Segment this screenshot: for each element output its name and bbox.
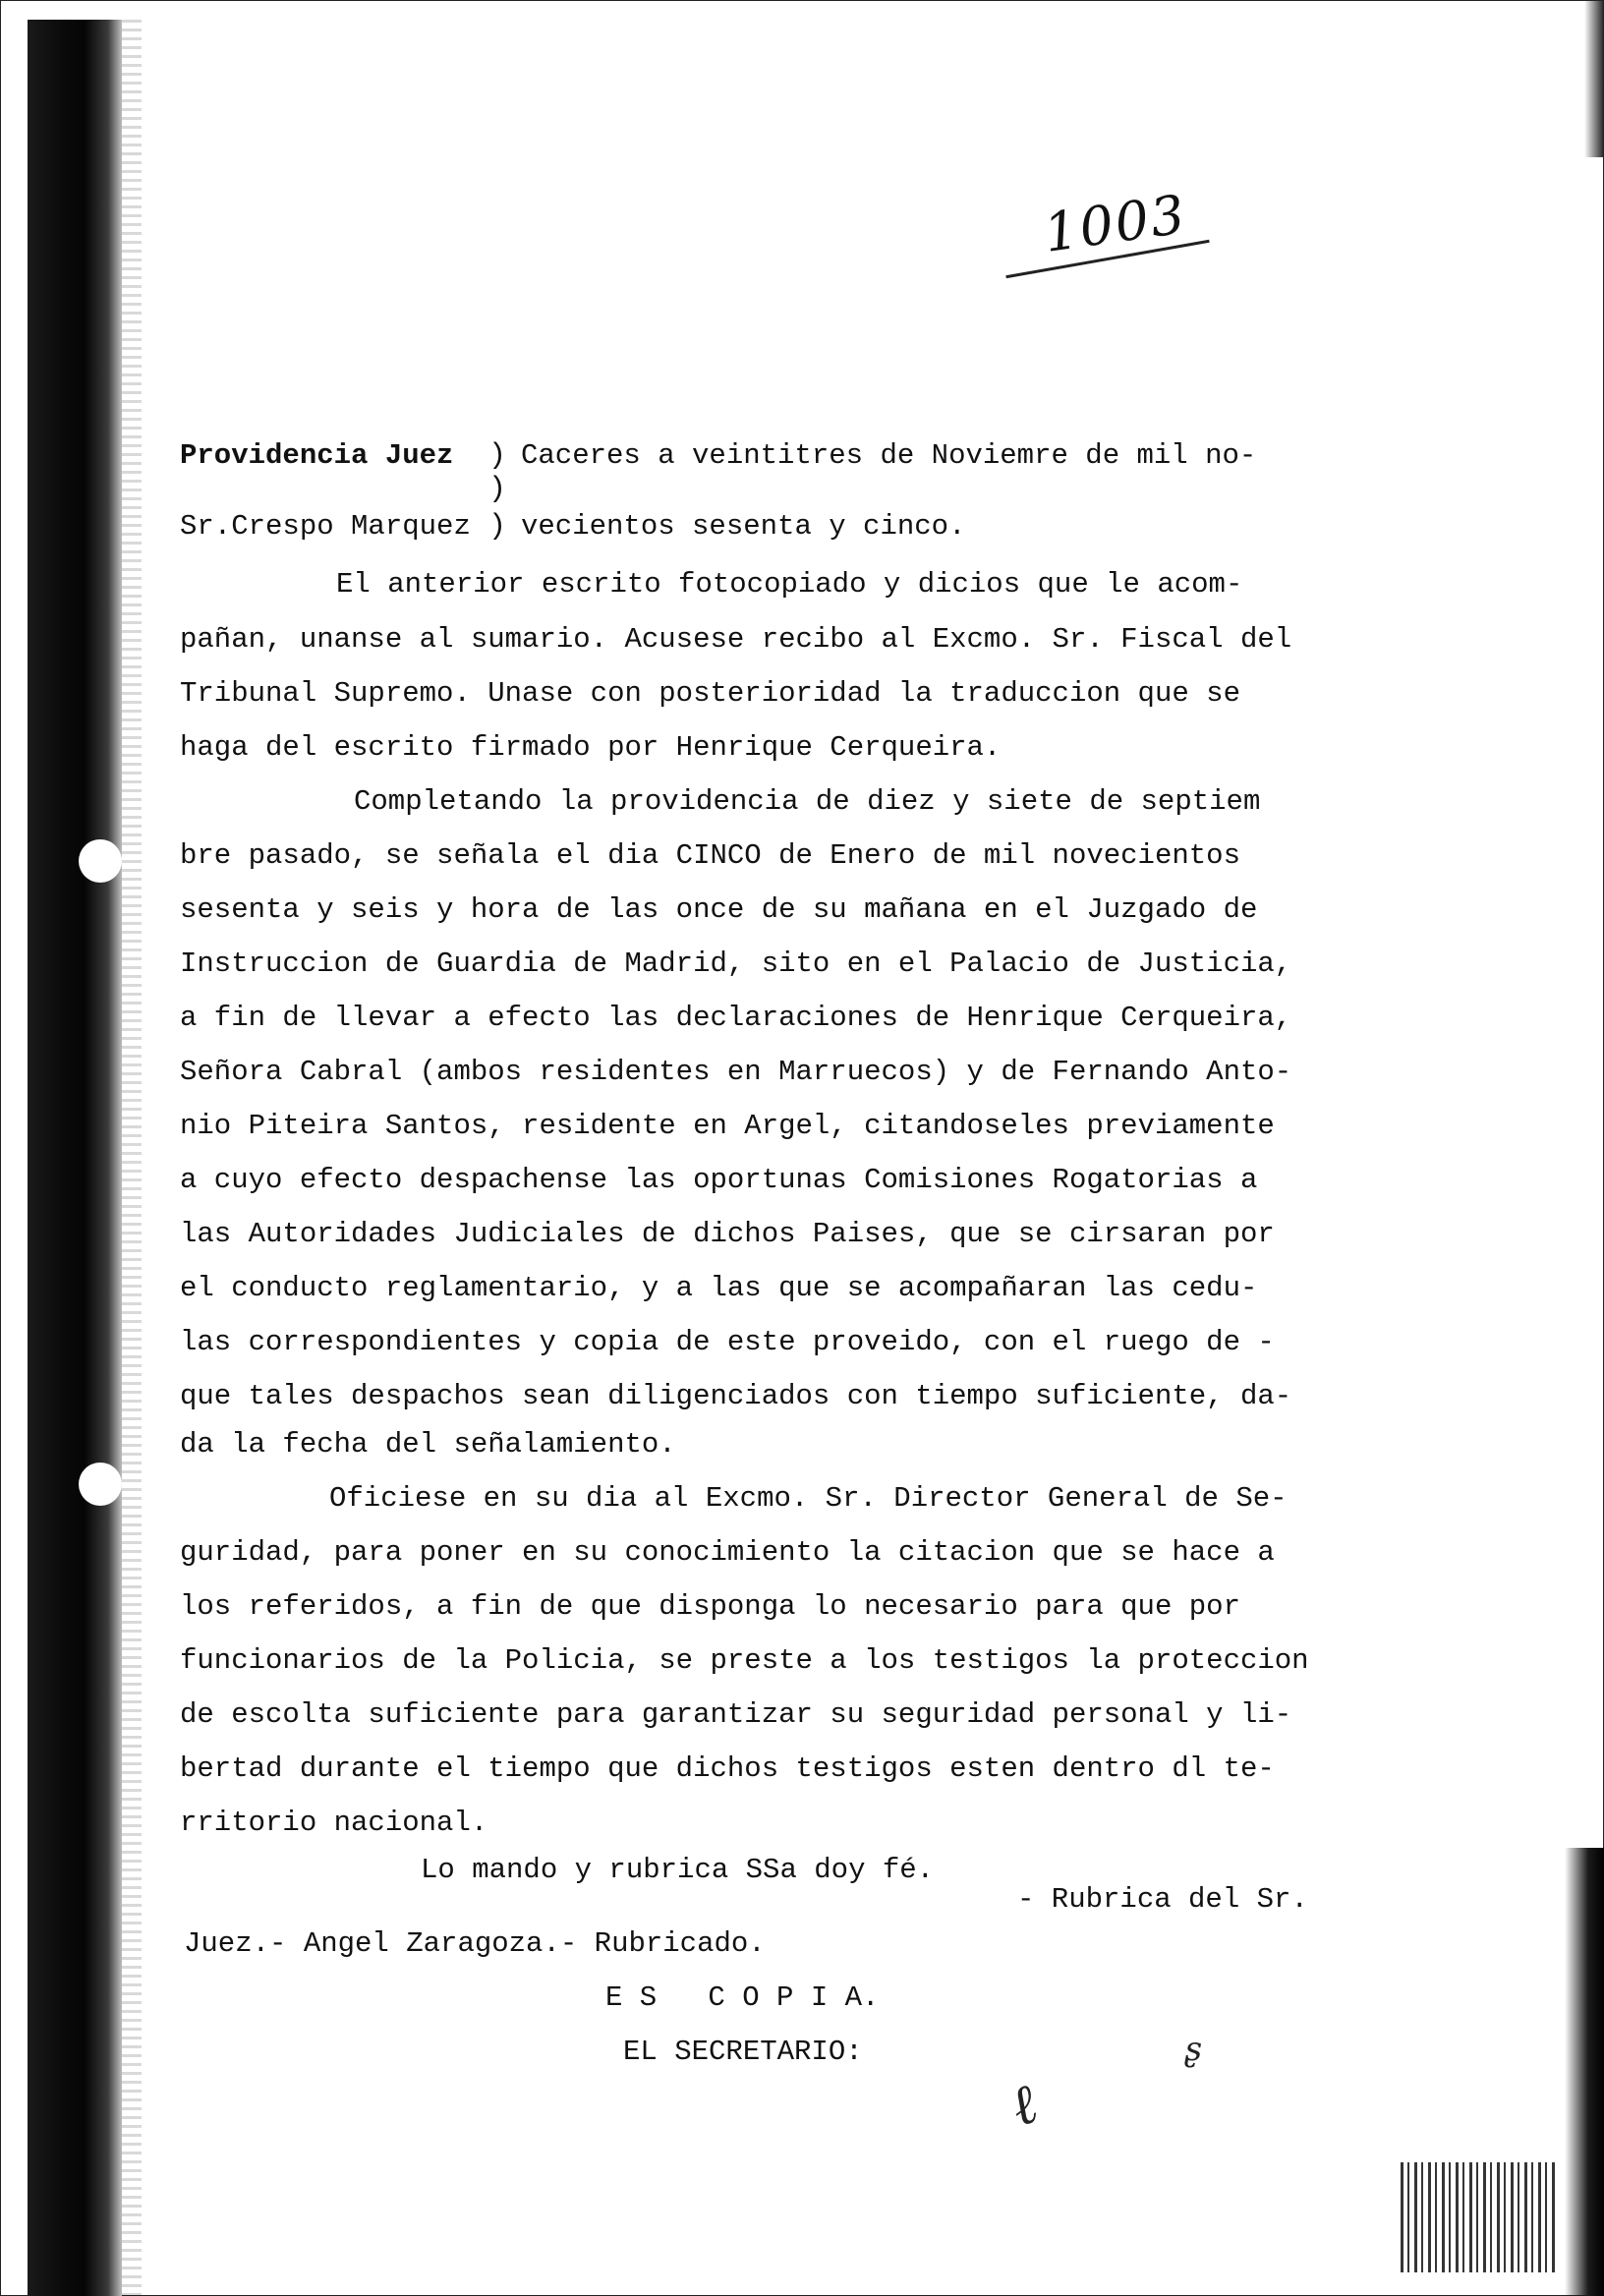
header-label-line1: Providencia Juez	[180, 439, 454, 472]
punch-hole	[79, 1463, 122, 1506]
paragraph3-line: guridad, para poner en su conocimiento la citacion que se hace a	[180, 1536, 1275, 1569]
closing-line1: Lo mando y rubrica SSa doy fé.	[421, 1854, 935, 1886]
paragraph2-line: que tales despachos sean diligenciados con tiempo suficiente, da-	[180, 1380, 1292, 1412]
paragraph3-line: de escolta suficiente para garantizar su seguridad personal y li-	[180, 1698, 1292, 1731]
scan-edge	[1584, 0, 1604, 157]
header-label-line2: Sr.Crespo Marquez	[180, 510, 471, 543]
paragraph2-line: a cuyo efecto despachense las oportunas Comisiones Rogatorias a	[180, 1164, 1258, 1196]
es-copia: E S C O P I A.	[605, 1981, 880, 2014]
paragraph3-line: funcionarios de la Policia, se preste a los testigos la proteccion	[180, 1644, 1309, 1677]
closing-rubric: - Rubrica del Sr.	[1017, 1883, 1308, 1916]
paragraph2-line: a fin de llevar a efecto las declaraciones de Henrique Cerqueira,	[180, 1002, 1292, 1034]
signature-mark: ʂ	[1184, 2030, 1202, 2069]
paragraph3-line: bertad durante el tiempo que dichos testigos esten dentro dl te-	[180, 1752, 1275, 1785]
header-text-line1: Caceres a veintitres de Noviemre de mil no-	[521, 439, 1257, 472]
paragraph2-line: las Autoridades Judiciales de dichos Paises, que se cirsaran por	[180, 1218, 1275, 1250]
punch-hole	[79, 839, 122, 883]
paragraph2-line: bre pasado, se señala el dia CINCO de Enero de mil novecientos	[180, 839, 1240, 872]
secretario-label: EL SECRETARIO:	[623, 2036, 863, 2068]
header-bracket: )	[488, 473, 507, 506]
edge-barcode	[1401, 2162, 1558, 2272]
paragraph2-line: Señora Cabral (ambos residentes en Marruecos) y de Fernando Anto-	[180, 1056, 1292, 1088]
paragraph3-line: los referidos, a fin de que disponga lo necesario para que por	[180, 1590, 1240, 1623]
header-bracket: )	[488, 439, 507, 473]
paragraph2-line: nio Piteira Santos, residente en Argel, citandoseles previamente	[180, 1110, 1275, 1142]
closing-line2: Juez.- Angel Zaragoza.- Rubricado.	[184, 1927, 766, 1960]
header-text-line2: vecientos sesenta y cinco.	[521, 510, 966, 543]
paragraph1-line: haga del escrito firmado por Henrique Cerqueira.	[180, 731, 1002, 764]
scan-edge	[1565, 1848, 1604, 2296]
paragraph2-line: el conducto reglamentario, y a las que se acompañaran las cedu-	[180, 1272, 1258, 1304]
binding-strip	[28, 20, 122, 2296]
paragraph2-line: Instruccion de Guardia de Madrid, sito en el Palacio de Justicia,	[180, 947, 1292, 980]
signature-mark: ℓ	[1002, 2071, 1046, 2141]
paragraph1-line: El anterior escrito fotocopiado y dicios que le acom-	[336, 568, 1243, 601]
paragraph2-line: las correspondientes y copia de este proveido, con el ruego de -	[180, 1326, 1275, 1358]
paragraph3-line: Oficiese en su dia al Excmo. Sr. Director General de Se-	[329, 1482, 1288, 1515]
paragraph2-line: Completando la providencia de diez y siete de septiem	[354, 785, 1261, 818]
paragraph1-line: pañan, unanse al sumario. Acusese recibo al Excmo. Sr. Fiscal del	[180, 623, 1292, 656]
paragraph3-line: rritorio nacional.	[180, 1807, 488, 1839]
page-number: 1003	[1040, 183, 1191, 264]
paragraph2-line: sesenta y seis y hora de las once de su mañana en el Juzgado de	[180, 893, 1258, 926]
paragraph1-line: Tribunal Supremo. Unase con posterioridad la traduccion que se	[180, 677, 1240, 710]
paragraph2-line: da la fecha del señalamiento.	[180, 1428, 676, 1461]
header-bracket: )	[488, 510, 507, 544]
